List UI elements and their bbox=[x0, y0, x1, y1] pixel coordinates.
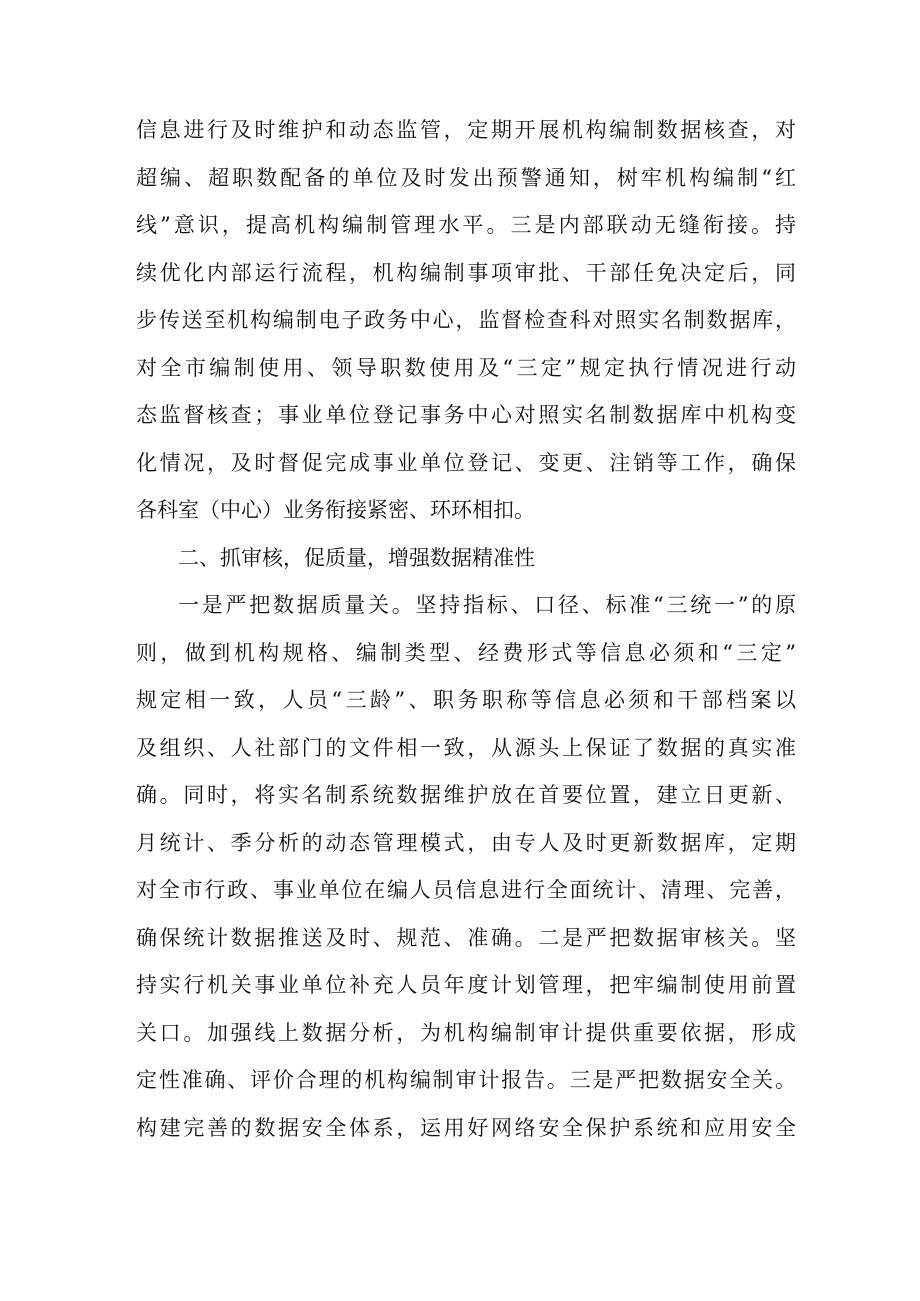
text-line: 线”意识，提高机构编制管理水平。三是内部联动无缝衔接。持 bbox=[136, 213, 796, 237]
text-line: 超编、超职数配备的单位及时发出预警通知，树牢机构编制“红 bbox=[136, 165, 796, 190]
section-heading: 二、抓审核，促质量，增强数据精准性 bbox=[178, 545, 535, 570]
text-line: 则，做到机构规格、编制类型、经费形式等信息必须和“三定” bbox=[136, 640, 796, 665]
text-line: 确。同时，将实名制系统数据维护放在首要位置，建立日更新、 bbox=[136, 783, 796, 807]
text-line: 构建完善的数据安全体系，运用好网络安全保护系统和应用安全 bbox=[136, 1115, 796, 1140]
text-line: 续优化内部运行流程，机构编制事项审批、干部任免决定后，同 bbox=[136, 260, 796, 285]
document-body bbox=[136, 107, 796, 1152]
text-line: 对全市行政、事业单位在编人员信息进行全面统计、清理、完善， bbox=[136, 878, 796, 902]
text-line: 确保统计数据推送及时、规范、准确。二是严把数据审核关。坚 bbox=[136, 925, 796, 950]
paragraph-section-two bbox=[136, 582, 796, 1152]
text-line: 化情况，及时督促完成事业单位登记、变更、注销等工作，确保 bbox=[136, 450, 796, 475]
text-line: 及组织、人社部门的文件相一致，从源头上保证了数据的真实准 bbox=[136, 735, 796, 760]
text-line: 态监督核查；事业单位登记事务中心对照实名制数据库中机构变 bbox=[136, 403, 796, 427]
text-line: 对全市编制使用、领导职数使用及“三定”规定执行情况进行动 bbox=[136, 355, 796, 380]
text-line: 定性准确、评价合理的机构编制审计报告。三是严把数据安全关。 bbox=[136, 1068, 796, 1092]
text-line: 规定相一致，人员“三龄”、职务职称等信息必须和干部档案以 bbox=[136, 688, 796, 712]
text-line: 关口。加强线上数据分析，为机构编制审计提供重要依据，形成 bbox=[136, 1020, 796, 1045]
text-line: 一是严把数据质量关。坚持指标、口径、标准“三统一”的原 bbox=[178, 593, 796, 617]
text-line: 月统计、季分析的动态管理模式，由专人及时更新数据库，定期 bbox=[136, 830, 796, 855]
text-line: 信息进行及时维护和动态监管，定期开展机构编制数据核查，对 bbox=[136, 118, 796, 142]
text-line: 各科室（中心）业务衔接紧密、环环相扣。 bbox=[136, 498, 535, 522]
paragraph-continued bbox=[136, 107, 796, 535]
text-line: 持实行机关事业单位补充人员年度计划管理，把牢编制使用前置 bbox=[136, 973, 796, 997]
text-line: 步传送至机构编制电子政务中心，监督检查科对照实名制数据库， bbox=[136, 308, 796, 332]
